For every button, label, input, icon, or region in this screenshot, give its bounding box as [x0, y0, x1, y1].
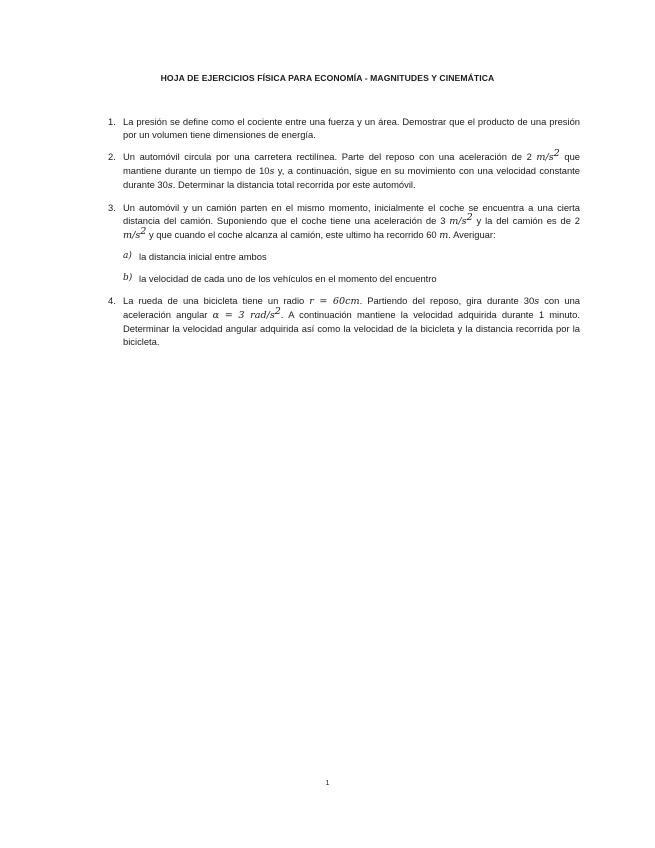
- text-segment: y que cuando el coche alcanza al camión, este ultimo ha recorrido 60: [146, 229, 440, 240]
- math-expression: m/s: [449, 216, 467, 227]
- math-expression: s: [269, 166, 275, 177]
- exponent: 2: [553, 147, 560, 159]
- exercise-list: [108, 115, 580, 357]
- text-segment: que mantiene durante un tiempo de 10: [123, 151, 581, 176]
- exercise-text: [123, 295, 580, 347]
- text-segment: . Averiguar:: [448, 229, 496, 240]
- subitem-label: a): [123, 251, 132, 261]
- text-segment: con una aceleración angular: [123, 295, 580, 320]
- document-title: HOJA DE EJERCICIOS FÍSICA PARA ECONOMÍA - MAGNITUDES Y CINEMÁTICA: [160, 73, 495, 83]
- exercise-item-1: [108, 115, 580, 141]
- exercise-item-3: [108, 201, 580, 285]
- math-expression: m/s: [536, 152, 554, 163]
- page-number: 1: [325, 780, 330, 787]
- text-segment: Un automóvil y un camión parten en el mismo momento, inicialmente el coche se encuentra a una cierta distancia del camión. Suponiendo que el coche tiene una aceleración de 3: [123, 202, 580, 226]
- text-segment: . Partiendo del reposo, gira durante 30: [359, 295, 535, 306]
- subitem-list: [123, 250, 580, 285]
- exercise-number: 2.: [108, 151, 116, 162]
- text-segment: Un automóvil circula por una carretera rectilínea. Parte del reposo con una aceleración de 2: [123, 151, 537, 162]
- exercise-item-2: [108, 147, 581, 192]
- text-segment: . Determinar la distancia total recorrida por este automóvil.: [172, 179, 416, 190]
- text-segment: La rueda de una bicicleta tiene un radio: [123, 295, 310, 306]
- subitem-label: b): [123, 273, 133, 283]
- exercise-text: [123, 202, 580, 240]
- math-expression: s: [167, 180, 173, 191]
- exercise-number: 1.: [108, 116, 116, 127]
- exponent: 2: [274, 305, 281, 317]
- exercise-number: 4.: [108, 295, 116, 306]
- math-expression: m: [439, 230, 449, 241]
- text-segment: . A continuación mantiene la velocidad adquirida durante 1 minuto. Determinar la velocidad angular adquirida así como la velocidad de la bicicleta y la distancia recorrida por la bicicleta.: [123, 309, 580, 347]
- math-expression: s: [534, 296, 540, 307]
- exercise-text: La presión se define como el cociente entre una fuerza y un área. Demostrar que el producto de una presión por un volumen tiene dimensiones de energía.: [123, 116, 580, 140]
- subitem-b: [123, 272, 580, 285]
- exercise-number: 3.: [108, 202, 116, 213]
- subitem-text: la velocidad de cada uno de los vehículos en el momento del encuentro: [139, 273, 437, 284]
- exercise-item-4: [108, 294, 580, 348]
- subitem-text: la distancia inicial entre ambos: [139, 251, 267, 262]
- exponent: 2: [466, 211, 473, 223]
- exponent: 2: [140, 225, 147, 237]
- exercise-text: [123, 147, 581, 191]
- math-expression: r = 60cm: [309, 296, 360, 307]
- text-segment: y la del camión es de 2: [472, 215, 580, 226]
- math-expression: m/s: [123, 230, 141, 241]
- text-segment: y, a continuación, sigue en su movimiento con una velocidad constante durante 30: [123, 165, 580, 190]
- math-expression: α = 3 rad/s: [212, 310, 275, 321]
- subitem-a: [123, 250, 580, 263]
